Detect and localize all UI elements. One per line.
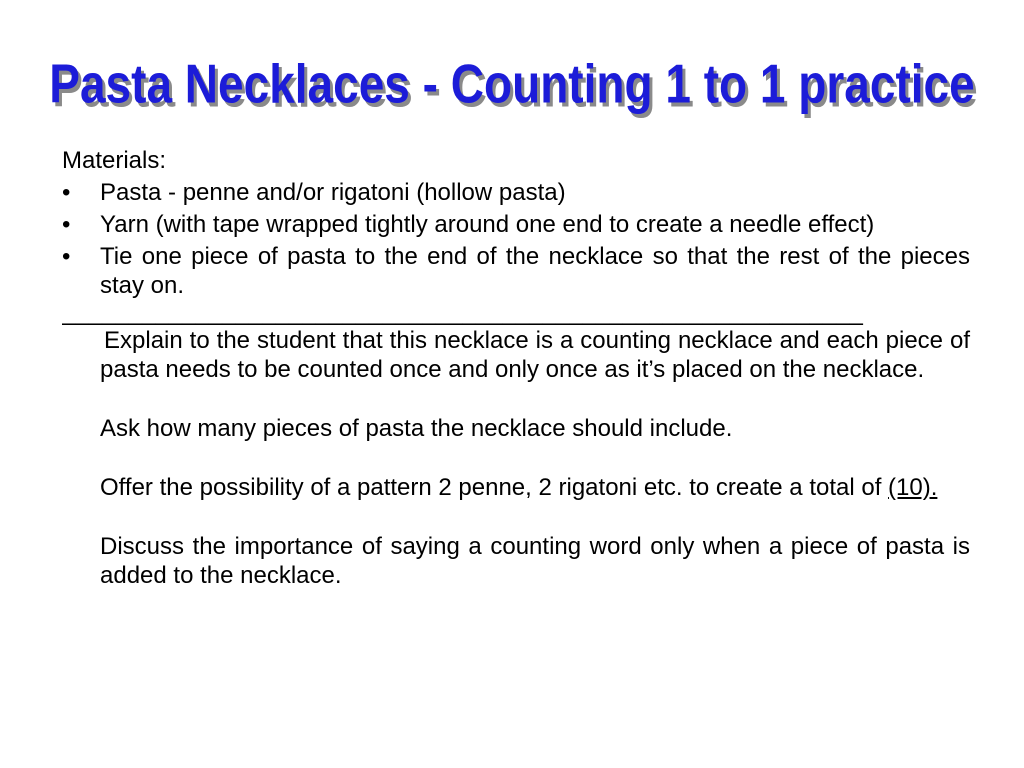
- list-item-text: Tie one piece of pasta to the end of the necklace so that the rest of the pieces stay on.: [100, 243, 970, 299]
- paragraph-offer-text: Offer the possibility of a pattern 2 penne, 2 rigatoni etc. to create a total of: [100, 474, 889, 501]
- paragraph-discuss: Discuss the importance of saying a counting word only when a piece of pasta is added to the necklace.: [100, 533, 970, 589]
- bullet-icon: •: [62, 211, 71, 238]
- materials-heading: Materials:: [62, 147, 167, 174]
- list-item-text: Yarn (with tape wrapped tightly around one end to create a needle effect): [100, 211, 875, 238]
- spacer: [62, 502, 970, 532]
- paragraph-ask: Ask how many pieces of pasta the necklace should include.: [100, 415, 733, 442]
- list-item: [62, 242, 970, 300]
- spacer: [62, 384, 970, 414]
- total-underlined: (10).: [888, 474, 938, 501]
- paragraph-explain: Explain to the student that this necklace is a counting necklace and each piece of pasta needs to be counted once and only once as it’s placed on the necklace.: [100, 327, 970, 383]
- list-item: [62, 210, 970, 239]
- materials-list: [62, 178, 970, 300]
- slide-title: Pasta Necklaces - Counting 1 to 1 practice: [49, 53, 975, 115]
- list-item: [62, 178, 970, 207]
- bullet-icon: •: [62, 179, 71, 206]
- spacer: [62, 443, 970, 473]
- bullet-icon: •: [62, 243, 71, 270]
- list-item-text: Pasta - penne and/or rigatoni (hollow pasta): [100, 179, 566, 206]
- paragraph-offer: [62, 473, 970, 502]
- divider-line: ____________________________________________________________: [62, 300, 863, 326]
- slide-body: [62, 146, 970, 590]
